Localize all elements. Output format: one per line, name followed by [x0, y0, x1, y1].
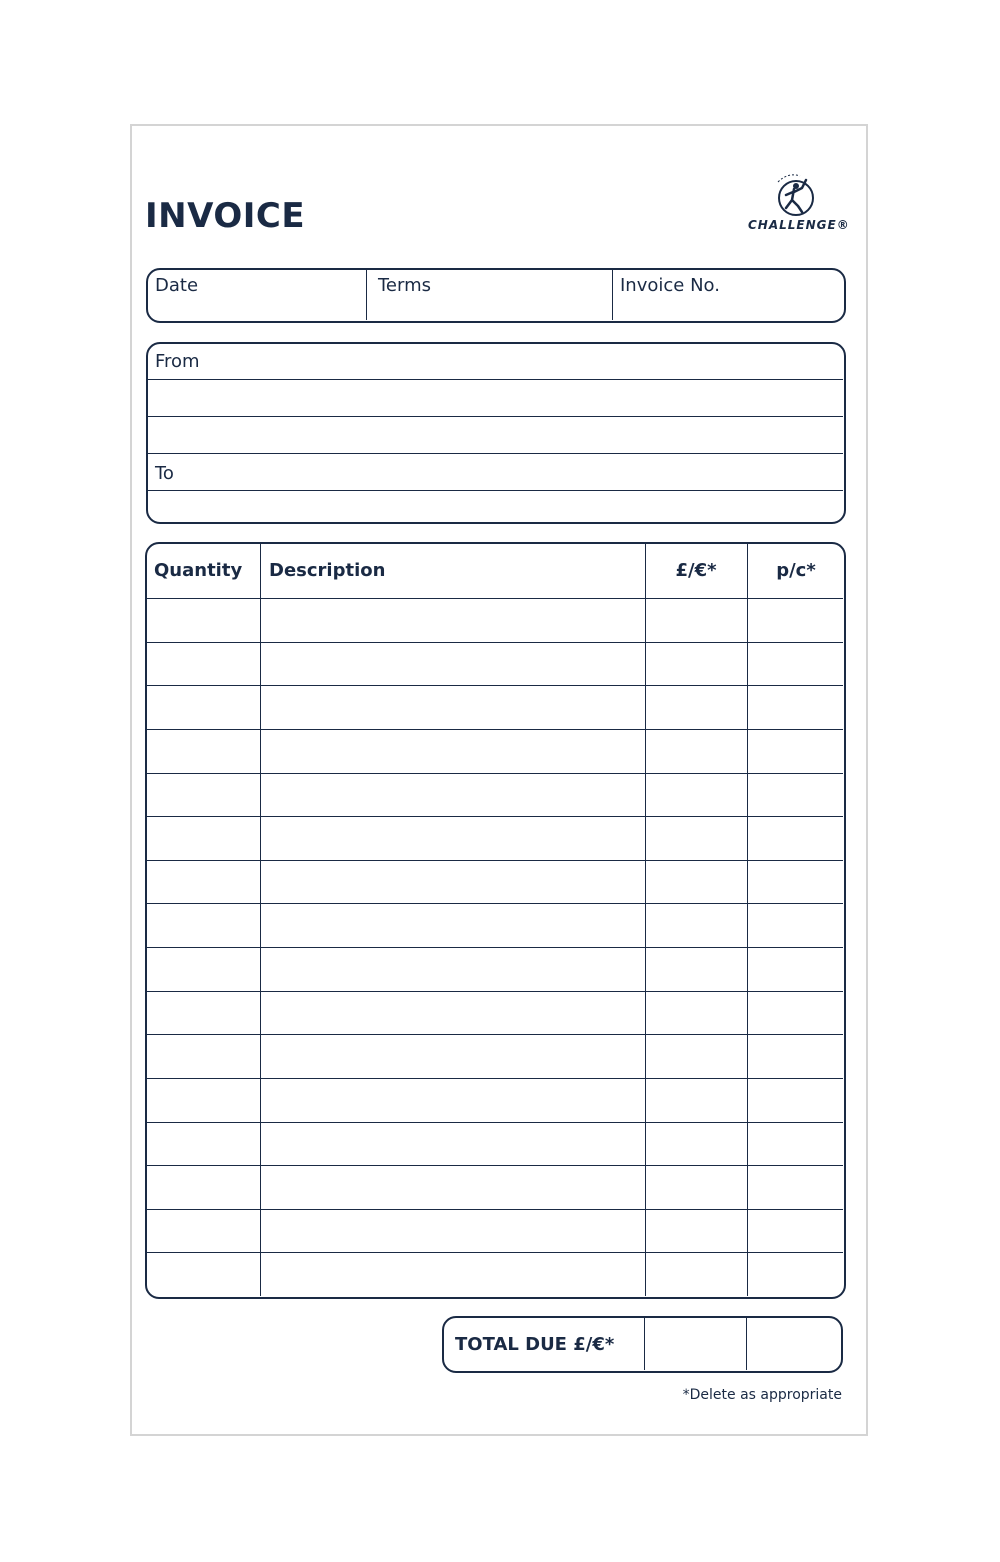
table-row[interactable]: [147, 903, 843, 947]
table-row[interactable]: [147, 1034, 843, 1078]
total-due-label: TOTAL DUE £/€*: [455, 1334, 615, 1355]
date-field[interactable]: Date: [155, 275, 199, 296]
invoice-number-field[interactable]: Invoice No.: [620, 275, 720, 296]
invoice-info-box: [146, 268, 846, 323]
table-row[interactable]: [147, 773, 843, 817]
row-divider: [147, 1209, 843, 1210]
pounds-euros-header: £/€*: [675, 560, 717, 581]
from-field[interactable]: From: [155, 351, 200, 372]
table-row[interactable]: [147, 598, 843, 642]
table-row[interactable]: [147, 860, 843, 904]
row-divider: [147, 1034, 843, 1035]
row-divider: [147, 1122, 843, 1123]
table-row[interactable]: [147, 1252, 843, 1296]
to-field[interactable]: To: [155, 463, 174, 484]
table-row[interactable]: [147, 685, 843, 729]
terms-field[interactable]: Terms: [378, 275, 432, 296]
row-divider: [147, 598, 843, 599]
table-row[interactable]: [147, 1209, 843, 1253]
row-divider: [147, 816, 843, 817]
row-divider: [147, 773, 843, 774]
row-divider: [147, 903, 843, 904]
table-row[interactable]: [147, 991, 843, 1035]
total-pounds-field[interactable]: [646, 1318, 745, 1370]
page-title: INVOICE: [145, 196, 306, 236]
row-divider: [147, 642, 843, 643]
footnote: *Delete as appropriate: [682, 1387, 842, 1403]
address-line: [148, 379, 843, 380]
table-row[interactable]: [147, 729, 843, 773]
runner-icon: [748, 170, 848, 220]
table-body: [147, 598, 843, 1296]
items-table: [145, 542, 846, 1299]
table-row[interactable]: [147, 1078, 843, 1122]
row-divider: [147, 729, 843, 730]
table-row[interactable]: [147, 1122, 843, 1166]
row-divider: [147, 991, 843, 992]
row-divider: [147, 1252, 843, 1253]
address-box: [146, 342, 846, 524]
address-line: [148, 453, 843, 454]
total-pence-field[interactable]: [748, 1318, 840, 1370]
address-line: [148, 416, 843, 417]
description-header: Description: [269, 560, 386, 581]
challenge-logo: [748, 170, 848, 236]
quantity-header: Quantity: [154, 560, 243, 581]
table-row[interactable]: [147, 947, 843, 991]
pence-cents-header: p/c*: [776, 560, 816, 581]
total-divider: [644, 1318, 645, 1370]
address-line: [148, 490, 843, 491]
row-divider: [147, 1165, 843, 1166]
info-divider: [612, 270, 613, 320]
table-row[interactable]: [147, 642, 843, 686]
row-divider: [147, 947, 843, 948]
table-row[interactable]: [147, 816, 843, 860]
total-divider: [746, 1318, 747, 1370]
info-divider: [366, 270, 367, 320]
row-divider: [147, 1078, 843, 1079]
row-divider: [147, 860, 843, 861]
row-divider: [147, 685, 843, 686]
total-due-box: [442, 1316, 843, 1373]
logo-wordmark: CHALLENGE®: [748, 218, 850, 232]
table-row[interactable]: [147, 1165, 843, 1209]
